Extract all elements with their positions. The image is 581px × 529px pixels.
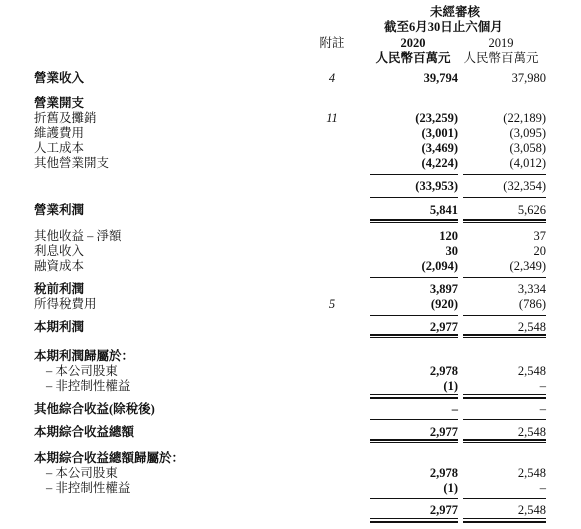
tci-total-current: 2,977 [429,503,458,517]
interest-income-label: 利息收入 [34,244,85,258]
attr-owners-current: 2,978 [429,364,458,378]
tci-label: 本期綜合收益總額 [34,425,135,439]
opex-rule-prior [463,174,546,175]
revenue-label: 營業收入 [34,71,85,85]
op-profit-rule-prior [463,222,546,223]
note-column-header: 附註 [319,36,345,50]
year-current: 2020 [400,36,426,50]
attr-nci-current: (1) [443,379,458,393]
unit-prior: 人民幣百萬元 [463,51,539,65]
tci-owners-prior: 2,548 [517,466,546,480]
op-profit-rule-current [370,222,458,223]
tci-total-double-rule-prior [463,521,546,523]
tci-total-underline-current [370,518,458,519]
tci-double-rule-prior [463,439,546,441]
opex-total-prior: (32,354) [503,179,546,193]
revenue-current: 39,794 [423,71,458,85]
attr-nci-label: – 非控制性權益 [46,379,131,393]
tax-label: 所得稅費用 [34,297,97,311]
tci-owners-current: 2,978 [429,466,458,480]
tci-nci-label: – 非控制性權益 [46,481,131,495]
interest-income-prior: 20 [533,244,546,258]
opex-total-current: (33,953) [415,179,458,193]
tci-total-double-rule-current [370,521,458,523]
labour-current: (3,469) [421,141,458,155]
oci-rule-prior [463,419,546,420]
tci-rule-prior [463,442,546,443]
op-profit-prior: 5,626 [517,203,546,217]
labour-prior: (3,058) [509,141,546,155]
finance-cost-current: (2,094) [421,259,458,273]
oci-current: – [451,402,458,416]
tax-prior: (786) [518,297,546,311]
tci-nci-prior: – [539,481,546,495]
other-income-label: 其他收益 – 淨額 [34,229,122,243]
tci-heading: 本期綜合收益總額歸屬於： [34,451,185,465]
tci-total-prior: 2,548 [517,503,546,517]
op-profit-label: 營業利潤 [34,203,85,217]
year-prior: 2019 [488,36,514,50]
revenue-prior: 37,980 [511,71,546,85]
tci-total-underline-prior [463,518,546,519]
profit-prior: 2,548 [517,320,546,334]
tci-rule-current [370,442,458,443]
audit-status: 未經審核 [430,5,481,19]
maintenance-label: 維護費用 [34,126,85,140]
revenue-note: 4 [328,71,336,85]
profit-double-rule-current [370,334,458,336]
pbt-current: 3,897 [429,282,458,296]
attr-rule-current [370,394,458,395]
attr-owners-prior: 2,548 [517,364,546,378]
tax-current: (920) [430,297,458,311]
op-profit-double-rule-current [370,219,458,221]
depreciation-note: 11 [326,111,338,125]
tci-nci-current: (1) [443,481,458,495]
profit-rule-prior [463,337,546,338]
maintenance-prior: (3,095) [509,126,546,140]
attr-owners-label: – 本公司股東 [46,364,118,378]
opex-total-rule-current [370,197,458,198]
tax-rule-prior [463,315,546,316]
tci-total-rule-prior [463,498,546,499]
pbt-label: 稅前利潤 [34,282,85,296]
finance-rule-current [370,277,458,278]
profit-rule-current [370,337,458,338]
maintenance-current: (3,001) [421,126,458,140]
opex-heading: 營業開支 [34,96,85,110]
opex-rule-current [370,174,458,175]
pbt-prior: 3,334 [517,282,546,296]
other-opex-prior: (4,012) [509,156,546,170]
other-opex-current: (4,224) [421,156,458,170]
other-opex-label: 其他營業開支 [34,156,110,170]
labour-label: 人工成本 [34,141,85,155]
unit-current: 人民幣百萬元 [375,51,451,65]
profit-label: 本期利潤 [34,320,85,334]
other-income-current: 120 [439,229,458,243]
attr-double-rule-prior [463,397,546,399]
oci-rule-current [370,419,458,420]
period-heading: 截至6月30日止六個月 [384,20,503,34]
tci-double-rule-current [370,439,458,441]
finance-rule-prior [463,277,546,278]
attr-double-rule-current [370,397,458,399]
tci-owners-label: – 本公司股東 [46,466,118,480]
tax-note: 5 [328,297,336,311]
op-profit-current: 5,841 [429,203,458,217]
depreciation-label: 折舊及攤銷 [34,111,97,125]
tax-rule-current [370,315,458,316]
attr-rule-prior [463,394,546,395]
tci-total-rule-current [370,498,458,499]
finance-cost-label: 融資成本 [34,259,85,273]
attr-nci-prior: – [539,379,546,393]
attr-heading: 本期利潤歸屬於： [34,349,135,363]
profit-current: 2,977 [429,320,458,334]
other-income-prior: 37 [533,229,546,243]
tci-current: 2,977 [429,425,458,439]
op-profit-double-rule-prior [463,219,546,221]
tci-prior: 2,548 [517,425,546,439]
profit-double-rule-prior [463,334,546,336]
depreciation-current: (23,259) [415,111,458,125]
finance-cost-prior: (2,349) [509,259,546,273]
depreciation-prior: (22,189) [503,111,546,125]
interest-income-current: 30 [445,244,458,258]
oci-prior: – [539,402,546,416]
oci-label: 其他綜合收益(除稅後) [34,402,155,416]
opex-total-rule-prior [463,197,546,198]
